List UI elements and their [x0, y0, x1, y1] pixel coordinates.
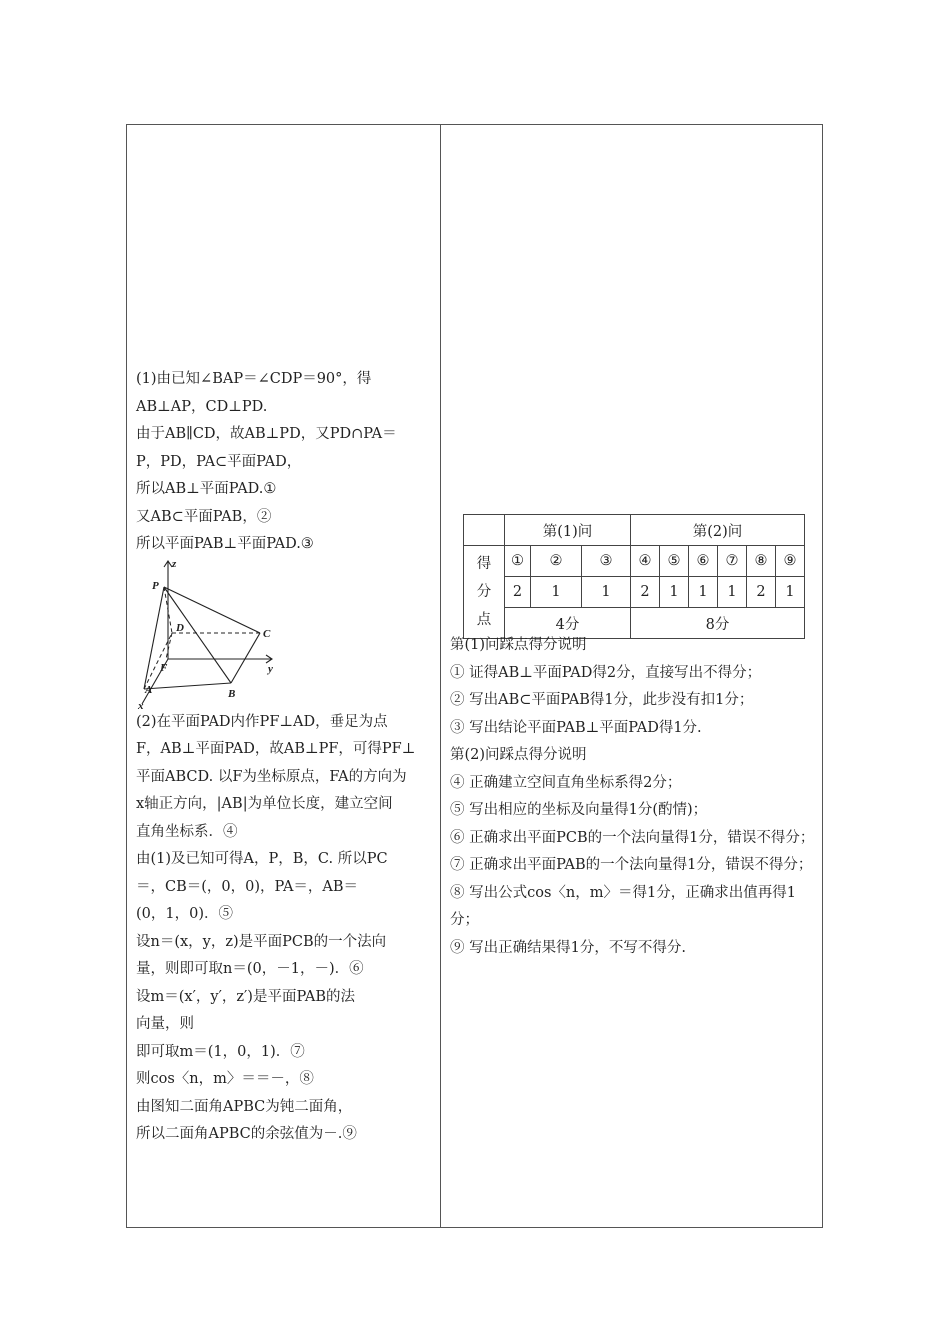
solution-line: 向量，则: [136, 1016, 194, 1032]
scoring-notes: [450, 632, 815, 962]
label-z: z: [172, 558, 177, 570]
solution-line: 所以平面PAB⊥平面PAD.③: [136, 536, 314, 552]
solution-line: (1)由已知∠BAP＝∠CDP＝90°，得: [136, 371, 372, 387]
q2-header: 第(2)问: [631, 515, 805, 546]
q1-total: 4分: [505, 608, 631, 639]
note-item: ④ 正确建立空间直角坐标系得2分；: [450, 774, 682, 791]
row-label-char: 分: [476, 584, 492, 600]
label-d: D: [176, 621, 184, 634]
row-label-cell: [464, 546, 505, 639]
solution-line: 设m＝(x′，y′，z′)是平面PAB的法: [136, 988, 356, 1005]
note-item: ⑦ 正确求出平面PAB的一个法向量得1分，错误不得分；: [450, 857, 813, 873]
solution-line: P，PD，PA⊂平面PAD，: [136, 453, 302, 470]
solution-line: 直角坐标系．④: [136, 823, 238, 840]
note-item: ⑨ 写出正确结果得1分，不写不得分.: [450, 939, 686, 956]
label-b: B: [228, 687, 236, 700]
solution-line: 设n＝(x，y，z)是平面PCB的一个法向: [136, 933, 387, 950]
solution-line: 即可取m＝(1，0，1)．⑦: [136, 1043, 305, 1060]
score-cell: 2: [747, 577, 776, 608]
point-cell: ④: [631, 546, 660, 577]
score-cell: 1: [660, 577, 689, 608]
note-item: ⑥ 正确求出平面PCB的一个法向量得1分，错误不得分；: [450, 829, 815, 846]
notes-heading-q2: 第(2)问踩点得分说明: [450, 747, 587, 763]
column-divider: [440, 124, 441, 1228]
point-cell: ⑥: [689, 546, 718, 577]
score-cell: 1: [582, 577, 631, 608]
point-cell: ⑤: [660, 546, 689, 577]
solution-line: 由于AB∥CD，故AB⊥PD，又PD∩PA＝: [136, 426, 397, 442]
solution-line: (2)在平面PAD内作PF⊥AD，垂足为点: [136, 713, 388, 730]
note-item: ③ 写出结论平面PAB⊥平面PAD得1分.: [450, 719, 702, 736]
note-item: ① 证得AB⊥平面PAD得2分，直接写出不得分；: [450, 664, 762, 681]
solution-line: (0，1，0)．⑤: [136, 906, 233, 922]
score-cell: 1: [531, 577, 582, 608]
score-cell: 1: [689, 577, 718, 608]
q2-total: 8分: [631, 608, 805, 639]
score-table-wrapper: [463, 514, 805, 639]
solution-column: [136, 366, 436, 1149]
label-x: x: [138, 699, 144, 709]
label-a: A: [145, 683, 153, 696]
pyramid-diagram: [136, 559, 436, 709]
point-cell: ⑨: [776, 546, 805, 577]
pyramid-figure: [136, 559, 436, 709]
solution-line: 则cos〈n，m〉＝＝－，⑧: [136, 1071, 314, 1087]
solution-line: ＝，CB＝(，0，0)，PA＝，AB＝: [136, 878, 359, 895]
score-cell: 1: [776, 577, 805, 608]
score-cell: 1: [718, 577, 747, 608]
label-y: y: [268, 662, 273, 675]
point-cell: ①: [505, 546, 531, 577]
label-c: C: [263, 627, 271, 640]
note-item: ⑧ 写出公式cos〈n，m〉＝得1分，正确求出值再得1分；: [450, 884, 796, 928]
note-item: ② 写出AB⊂平面PAB得1分，此步没有扣1分；: [450, 692, 754, 708]
row-label-char: 点: [476, 612, 492, 628]
solution-line: F，AB⊥平面PAD，故AB⊥PF，可得PF⊥: [136, 741, 416, 757]
empty-header-cell: [464, 515, 505, 546]
solution-line: 由图知二面角APBC为钝二面角，: [136, 1098, 353, 1115]
score-cell: 2: [505, 577, 531, 608]
score-cell: 2: [631, 577, 660, 608]
solution-line: 量，则即可取n＝(0，－1，－)．⑥: [136, 961, 364, 977]
solution-line: 所以二面角APBC的余弦值为－.⑨: [136, 1126, 357, 1142]
notes-heading-q1: 第(1)问踩点得分说明: [450, 637, 587, 653]
solution-line: 又AB⊂平面PAB，②: [136, 508, 272, 525]
label-p: P: [152, 579, 159, 592]
note-item: ⑤ 写出相应的坐标及向量得1分(酌情)；: [450, 802, 708, 818]
solution-line: AB⊥AP，CD⊥PD.: [136, 398, 268, 415]
q1-header: 第(1)问: [505, 515, 631, 546]
point-cell: ②: [531, 546, 582, 577]
point-cell: ⑧: [747, 546, 776, 577]
score-table: [463, 514, 805, 639]
solution-line: 由(1)及已知可得A，P，B，C. 所以PC: [136, 851, 388, 867]
label-f: F: [160, 661, 168, 674]
point-cell: ③: [582, 546, 631, 577]
solution-line: x轴正方向，|AB|为单位长度，建立空间: [136, 796, 393, 812]
solution-line: 所以AB⊥平面PAD.①: [136, 481, 277, 497]
point-cell: ⑦: [718, 546, 747, 577]
solution-line: 平面ABCD. 以F为坐标原点，FA的方向为: [136, 768, 407, 785]
row-label-char: 得: [476, 556, 492, 572]
